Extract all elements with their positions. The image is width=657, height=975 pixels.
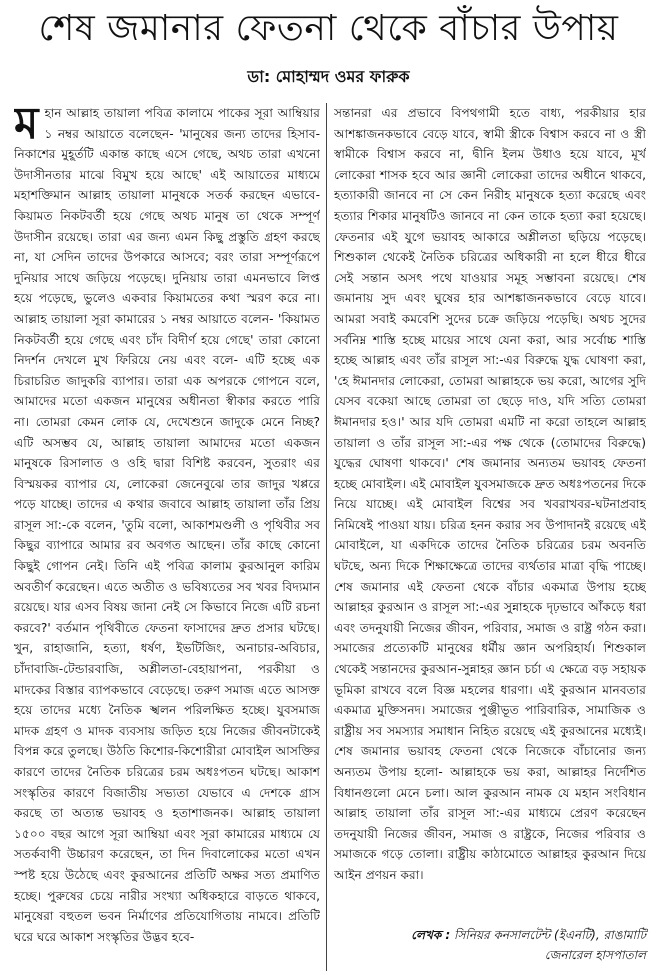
author-location: রাঙামাটি	[603, 928, 646, 942]
author-byline: ডা: মোহাম্মদ ওমর ফারুক	[247, 67, 410, 86]
left-column	[14, 103, 320, 971]
left-column-paragraph	[14, 103, 320, 947]
author-credit	[334, 926, 646, 944]
author-hospital: জেনারেল হাসপাতাল	[544, 948, 646, 962]
drop-cap: ম	[14, 103, 39, 149]
headline: শেষ জমানার ফেতনা থেকে বাঁচার উপায়	[38, 8, 619, 49]
right-column-text: সন্তানরা এর প্রভাবে বিপথগামী হতে বাধ্য, পরকীয়ার হার আশঙ্কাজনকভাবে বেড়ে যাবে, স্বামী স্ত্রীকে বিশ্বাস করবে না ও স্ত্রী স্বামীকে বিশ্বাস করবে না, দ্বীনি ইলম উধাও হয়ে যাবে, মূর্খ লোকেরা শাসক হবে আর জ্ঞানী লোকেরা তাদের অধীনে থাকবে, হত্যাকারী জানবে না সে কেন নিরীহ মানুষকে হত্যা করেছে এবং হত্যার শিকার মানুষটিও জানবে না কেন তাকে হত্যা করা হয়েছে। ফেতনার এই যুগে ভয়াবহ আকারে অশ্লীলতা ছড়িয়ে পড়েছে। শিশুকাল থেকেই নৈতিক চরিত্রের অধিকারী না হলে ধীরে ধীরে সেই সন্তান অসৎ পথে যাওয়ার সমূহ সম্ভাবনা রয়েছে। শেষ জমানায় সুদ এবং ঘুষের হার আশঙ্কাজনকভাবে বেড়ে যাবে। আমরা সবাই কমবেশি সুদের চক্রে জড়িয়ে পড়েছি। অথচ সুদের সর্বনিম্ন শাস্তি হচ্ছে মায়ের সাথে যেনা করা, আর সর্বোচ্চ শাস্তি হচ্ছে আল্লাহ এবং তাঁর রাসূল সা:-এর বিরুদ্ধে যুদ্ধ ঘোষণা করা, 'হে ঈমানদার লোকেরা, তোমরা আল্লাহকে ভয় করো, আগের সুদি যেসব বকেয়া আছে তোমরা তা ছেড়ে দাও, যদি সত্যি তোমরা ঈমানদার হও।' আর যদি তোমরা এমটি না করো তাহলে আল্লাহ তায়ালা ও তাঁর রাসূল সা:-এর পক্ষ থেকে (তোমাদের বিরুদ্ধে) যুদ্ধের ঘোষণা থাকবে।' শেষ জমানার অন্যতম ভয়াবহ ফেতনা হচ্ছে মোবাইল। এই মোবাইল যুবসমাজকে দ্রুত অধঃপতনের দিকে নিয়ে যাচ্ছে। এই মোবাইল বিশ্বের সব খবরাখবর-ঘটনাপ্রবাহ নিমিষেই পাওয়া যায়। চরিত্র হনন করার সব উপাদানই রয়েছে এই মোবাইলে, যা একদিকে তাদের নৈতিক চরিত্রের চরম অবনতি ঘটছে, অন্য দিকে শিক্ষাক্ষেত্রে তাদের ব্যর্থতার মাত্রা বৃদ্ধি পাচ্ছে। শেষ জমানার এই ফেতনা থেকে বাঁচার একমাত্র উপায় হচ্ছে আল্লাহর কুরআন ও রাসূল সা:-এর সুন্নাহকে দৃঢ়ভাবে আঁকড়ে ধরা এবং তদনুযায়ী নিজের জীবন, পরিবার, সমাজ ও রাষ্ট্র গঠন করা। সমাজের প্রত্যেকটি মানুষের ধর্মীয় জ্ঞান অপরিহার্য। শিশুকাল থেকেই সন্তানদের কুরআন-সুন্নাহর জ্ঞান চর্চা এ ক্ষেত্রে বড় সহায়ক ভূমিকা রাখবে বলে বিজ্ঞ মহলের ধারণা। এই কুরআন মানবতার একমাত্র মুক্তিসনদ। সমাজের পুঞ্জীভূত পারিবারিক, সামাজিক ও রাষ্ট্রীয় সব সমস্যার সমাধান নিহিত রয়েছে এই কুরআনের মধ্যেই। শেষ জমানার ভয়াবহ ফেতনা থেকে নিজেকে বাঁচানোর জন্য অন্যতম উপায় হলো- আল্লাহকে ভয় করা, আল্লাহর নির্দেশিত বিধানগুলো মেনে চলা। আল কুরআন নামক যে মহান সংবিধান আল্লাহ তায়ালা তাঁর রাসূল সা:-এর মাধ্যমে প্রেরণ করেছেন তদনুযায়ী নিজের জীবন, সমাজ ও রাষ্ট্রকে, নিজের পরিবার ও সমাজকে গড়ে তোলা। রাষ্ট্রীয় কাঠামোতে আল্লাহর কুরআন দিয়ে আইন প্রণয়ন করা।	[334, 106, 646, 882]
left-column-text: হান আল্লাহ তায়ালা পবিত্র কালামে পাকের সূরা আম্বিয়ার ১ নম্বর আয়াতে বলেছেন- 'মানুষের জন্য তাদের হিসাব-নিকাশের মুহূর্তটি একান্ত কাছে এসে গেছে, অথচ তারা এখনো উদাসীনতার মাঝে বিমুখ হয়ে আছে' এই আয়াতের মাধ্যমে মহাশক্তিমান আল্লাহ তায়ালা মানুষকে সতর্ক করছেন এভাবে- কিয়ামত নিকটবর্তী হয়ে গেছে অথচ মানুষ তা থেকে সম্পূর্ণ উদাসীন রয়েছে। তারা এর জন্য এমন কিছু প্রস্তুতি গ্রহণ করছে না, যা সেদিন তাদের উপকারে আসবে; বরং তারা সম্পূর্ণরূপে দুনিয়ার সাথে জড়িয়ে পড়েছে। দুনিয়ায় তারা এমনভাবে লিপ্ত হয়ে পড়েছে, ভুলেও একবার কিয়ামতের কথা স্মরণ করে না। আল্লাহ তায়ালা সূরা কামারের ১ নম্বর আয়াতে বলেন- 'কিয়ামত নিকটবর্তী হয়ে গেছে এবং চাঁদ বিদীর্ণ হয়ে গেছে' তারা কোনো নিদর্শন দেখলে মুখ ফিরিয়ে নেয় এবং বলে- এটি হচ্ছে এক চিরাচরিত জাদুকরি ব্যাপার। তারা এক অপরকে গোপনে বলে, আমাদের মতো একজন মানুষের অধীনতা স্বীকার করতে পারি না। তোমরা কেমন লোক যে, দেখেশুনে জাদুকে মেনে নিচ্ছ? এটি অসম্ভব যে, আল্লাহ তায়ালা আমাদের মতো একজন মানুষকে রিসালাত ও ওহি দ্বারা বিশিষ্ট করবেন, সুতরাং এর বিস্ময়কর ব্যাপার যে, লোকেরা জেনেবুঝে তার জাদুর খপ্পরে পড়ে যাচ্ছে। তাদের এ কথার জবাবে আল্লাহ তায়ালা তাঁর প্রিয় রাসূল সা:-কে বলেন, 'তুমি বলো, আকাশমণ্ডলী ও পৃথিবীর সব কিছুর ব্যাপারে আমার রব অবগত আছেন। তাঁর কাছে কোনো কিছুই গোপন নেই। তিনি এই পবিত্র কালাম কুরআনুল কারিম অবতীর্ণ করেছেন। এতে অতীত ও ভবিষ্যতের সব খবর বিদ্যমান রয়েছে। যার এসব বিষয় জানা নেই সে কিভাবে নিজে এটি রচনা করবে?' বর্তমান পৃথিবীতে ফেতনা ফাসাদের দ্রুত প্রসার ঘটছে। খুন, রাহাজানি, হত্যা, ধর্ষণ, ইভটিজিং, অনাচার-অবিচার, চাঁদাবাজি-টেন্ডারবাজি, অশ্লীলতা-বেহায়াপনা, পরকীয়া ও মাদকের বিস্তার ব্যাপকভাবে বেড়েছে। তরুণ সমাজ এতে আসক্ত হয়ে তাদের মধ্যে নৈতিক স্খলন পরিলক্ষিত হচ্ছে। যুবসমাজ মাদক গ্রহণ ও মাদক ব্যবসায় জড়িত হয়ে নিজের জীবনটাকেই বিপন্ন করে তুলছে। উঠতি কিশোর-কিশোরীরা মোবাইল আসক্তির কারণে তাদের নৈতিক চরিত্রের চরম অধঃপতন ঘটছে। আকাশ সংস্কৃতির কারণে বিজাতীয় সভ্যতা যেভাবে এ দেশকে গ্রাস করছে তা অত্যন্ত ভয়াবহ ও হতাশাজনক। আল্লাহ তায়ালা ১৫০০ বছর আগে সূরা আম্বিয়া এবং সূরা কামারের মাধ্যমে যে সতর্কবাণী উচ্চারণ করেছেন, তা দিন দিবালোকের মতো এখন স্পষ্ট হয়ে উঠেছে এবং কুরআনের প্রতিটি অক্ষর সত্য প্রমাণিত হচ্ছে। পুরুষের চেয়ে নারীর সংখ্যা অধিকহারে বাড়তে থাকবে, মানুষেরা বহুতল ভবন নির্মাণের প্রতিযোগিতায় নামবে। প্রতিটি ঘরে ঘরে আকাশ সংস্কৃতির উদ্ভব হবে-	[14, 106, 320, 944]
right-column	[334, 103, 646, 923]
author-label: লেখক :	[411, 928, 451, 942]
author-designation: সিনিয়র কনসালটেন্ট (ইএনটি),	[454, 928, 600, 942]
column-divider	[326, 103, 327, 971]
